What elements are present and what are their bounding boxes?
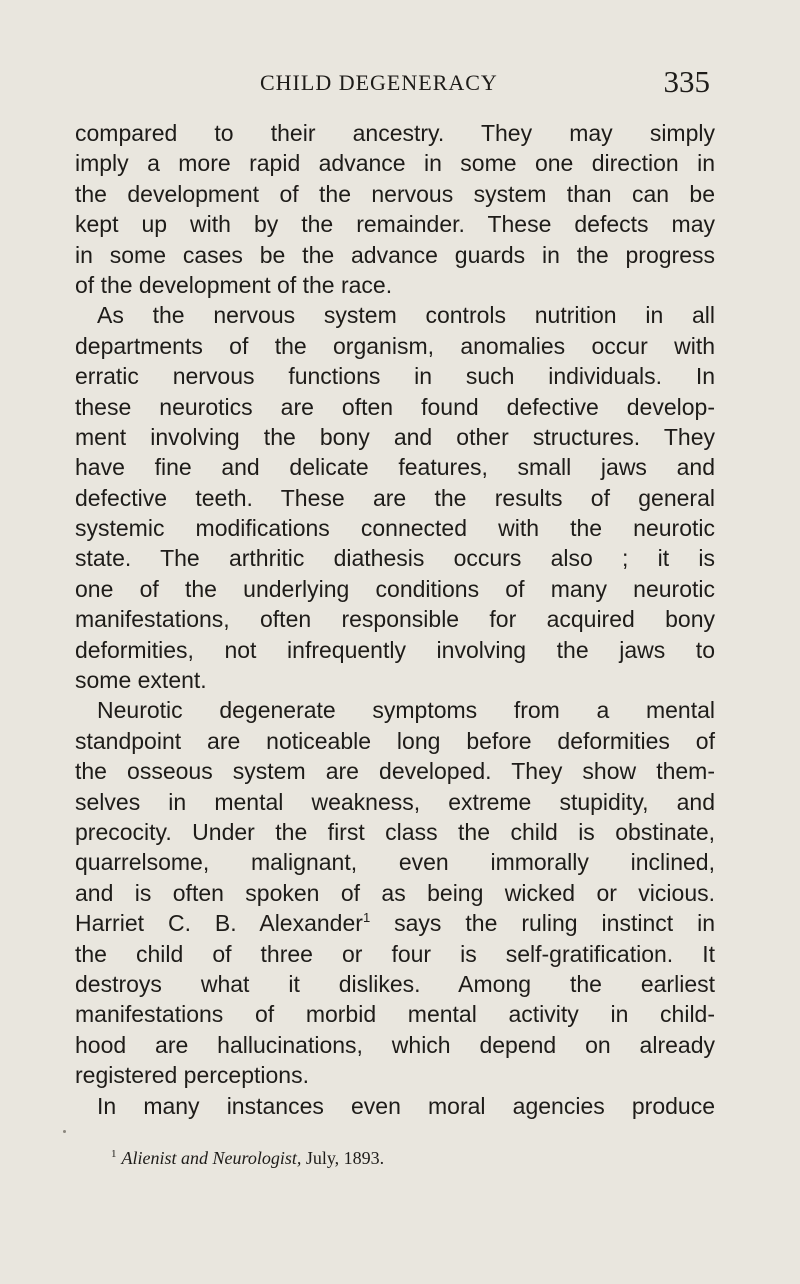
text-line: the development of the nervous system than can be	[75, 180, 715, 207]
text-line: the child of three or four is self-gratification. It	[75, 940, 715, 967]
text-line: of the development of the race.	[75, 271, 393, 298]
running-title: CHILD DEGENERACY	[260, 70, 498, 95]
text-line: the osseous system are developed. They show them-	[75, 758, 715, 785]
text-line: deformities, not infrequently involving the jaws to	[75, 636, 715, 663]
text-line: As the nervous system controls nutrition in all	[97, 302, 715, 329]
running-head	[75, 64, 715, 104]
text-line: in some cases be the advance guards in the progress	[75, 241, 715, 268]
footnote-date: July, 1893.	[305, 1148, 385, 1168]
text-line: systemic modifications connected with the neurotic	[75, 515, 715, 542]
text-line: have fine and delicate features, small jaws and	[75, 454, 715, 481]
text-line: imply a more rapid advance in some one direction in	[75, 150, 715, 177]
text-line: compared to their ancestry. They may simply	[75, 120, 715, 146]
text-line: and is often spoken of as being wicked or vicious.	[75, 879, 715, 906]
text-line: manifestations, often responsible for acquired bony	[75, 606, 715, 633]
text-line: hood are hallucinations, which depend on already	[75, 1031, 715, 1058]
text-line: Neurotic degenerate symptoms from a mental	[97, 697, 715, 724]
text-line: precocity. Under the first class the child is obstinate,	[75, 818, 715, 845]
text-line: selves in mental weakness, extreme stupidity, and	[75, 788, 715, 815]
text-line: destroys what it dislikes. Among the earliest	[75, 970, 715, 997]
footnote	[111, 1148, 384, 1169]
text-line: standpoint are noticeable long before deformities of	[75, 727, 715, 754]
text-fragment: Harriet C. B. Alexander	[75, 910, 363, 937]
text-line: some extent.	[75, 667, 207, 694]
text-line: registered perceptions.	[75, 1062, 309, 1089]
footnote-reference: 1	[362, 910, 371, 926]
text-fragment: says the ruling instinct in	[394, 910, 715, 937]
text-line-with-footnote	[75, 908, 715, 938]
text-line: departments of the organism, anomalies occur with	[75, 332, 715, 359]
text-line: manifestations of morbid mental activity in child-	[75, 1001, 715, 1028]
print-speck	[63, 1130, 66, 1133]
footnote-journal: Alienist and Neurologist,	[121, 1148, 302, 1168]
text-line: erratic nervous functions in such individuals. In	[75, 363, 715, 390]
text-line: state. The arthritic diathesis occurs also ; it is	[75, 545, 715, 572]
text-line: ment involving the bony and other structures. They	[75, 423, 715, 450]
text-line: these neurotics are often found defective develop-	[75, 393, 715, 420]
text-line: defective teeth. These are the results of general	[75, 484, 715, 511]
text-line: In many instances even moral agencies produce	[97, 1092, 715, 1119]
body-text	[75, 118, 715, 1121]
text-line: kept up with by the remainder. These defects may	[75, 211, 715, 238]
page-number: 335	[663, 64, 710, 99]
text-line: quarrelsome, malignant, even immorally inclined,	[75, 849, 715, 876]
text-line: one of the underlying conditions of many neurotic	[75, 575, 715, 602]
footnote-number: 1	[111, 1148, 117, 1160]
